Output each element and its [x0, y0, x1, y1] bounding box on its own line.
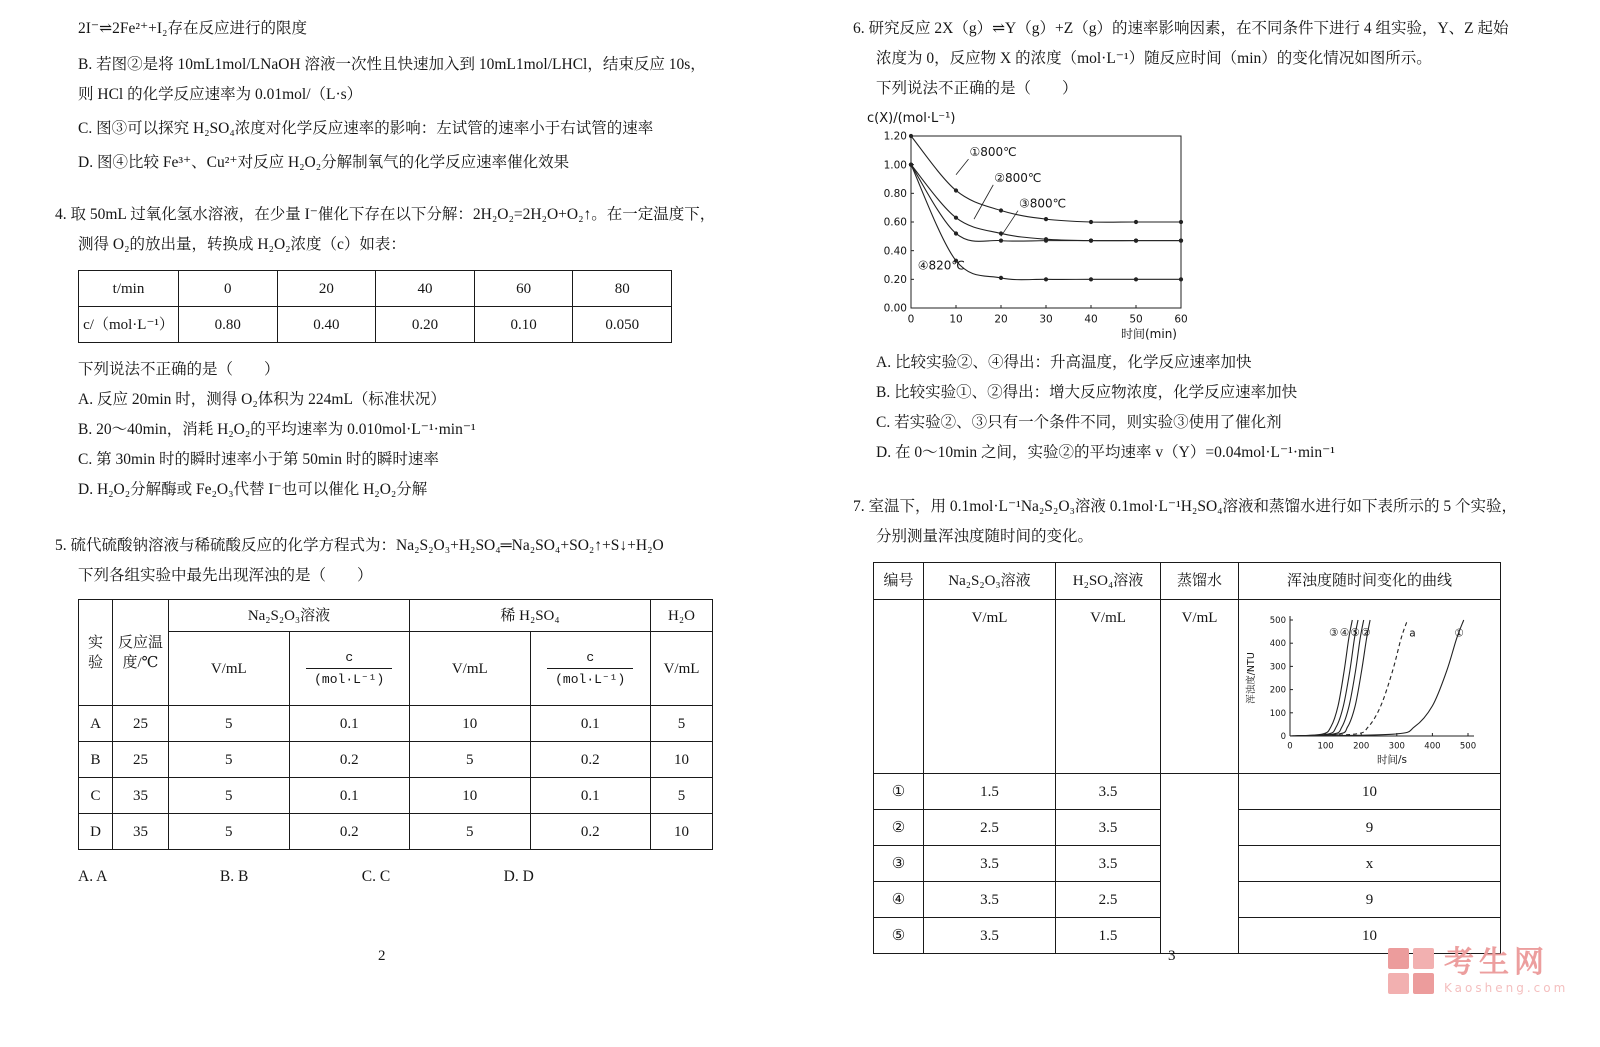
svg-text:500: 500 [1269, 615, 1286, 626]
q5-header-temperature: 反应温度/℃ [113, 600, 169, 706]
cell: 25 [113, 742, 169, 778]
q5-header-concentration [289, 632, 410, 706]
concentration-fraction [547, 650, 633, 687]
cell: 0.1 [530, 706, 651, 742]
empty-cell [874, 600, 924, 774]
q5-header-experiment: 实验 [79, 600, 113, 706]
q7-volume-unit: V/mL [1056, 600, 1161, 774]
svg-text:0.40: 0.40 [883, 245, 907, 258]
table-row [79, 600, 713, 632]
cell: 2.5 [924, 810, 1056, 846]
cell: 25 [113, 706, 169, 742]
option-b: B. 若图②是将 10mL1mol/LNaOH 溶液一次性且快速加入到 10mL1mol/LHCl，结束反应 10s，则 HCl 的化学反应速率为 0.01mol/（L·s） [78, 56, 706, 103]
cell: 0.80 [179, 307, 278, 343]
svg-text:②800℃: ②800℃ [994, 170, 1042, 185]
cell: 40 [376, 271, 475, 307]
svg-text:40: 40 [1084, 313, 1098, 326]
cell: 5 [169, 742, 290, 778]
cell: 35 [113, 778, 169, 814]
svg-text:200: 200 [1353, 741, 1370, 752]
cell: ④ [874, 882, 924, 918]
q5-header-volume: V/mL [169, 632, 290, 706]
svg-text:0: 0 [907, 313, 915, 326]
kaosheng-logo-icon [1388, 948, 1434, 994]
answer-c: C. C [361, 868, 391, 885]
q5-header-acid: 稀 H₂SO₄ [410, 600, 651, 632]
svg-text:10: 10 [949, 313, 963, 326]
cell: 0.2 [530, 814, 651, 850]
cell: ② [874, 810, 924, 846]
q6-option-c: C. 若实验②、③只有一个条件不同，则实验③使用了催化剂 [876, 414, 1282, 431]
logo-square [1388, 973, 1409, 994]
cell: x [1239, 846, 1501, 882]
q6-option-a: A. 比较实验②、④得出：升高温度，化学反应速率加快 [876, 354, 1252, 371]
svg-text:0: 0 [1280, 731, 1286, 742]
cell: D [79, 814, 113, 850]
concentration-fraction [306, 650, 392, 687]
cell: 9 [1239, 810, 1501, 846]
svg-text:20: 20 [994, 313, 1008, 326]
page-number-right: 3 [1168, 948, 1176, 964]
table-row [874, 600, 1501, 774]
cell: 10 [1239, 918, 1501, 954]
answer-d: D. D [503, 868, 534, 885]
q4-option-b: B. 20～40min，消耗 H₂O₂的平均速率为 0.010mol·L⁻¹·min⁻¹ [78, 421, 476, 438]
watermark-text [1444, 946, 1568, 995]
table-row [79, 814, 713, 850]
cell: 2.5 [1056, 882, 1161, 918]
svg-text:60: 60 [1174, 313, 1188, 326]
table-row [874, 774, 1501, 810]
table-row [874, 563, 1501, 600]
q5-header-volume: V/mL [651, 632, 713, 706]
cell: A [79, 706, 113, 742]
cell: 0.2 [289, 814, 410, 850]
watermark-site: Kaosheng.com [1444, 981, 1569, 995]
q7-water-merged-cell [1161, 774, 1239, 954]
fraction-numerator: c [345, 650, 354, 665]
q6-chart-ylabel: c(X)/(mol·L⁻¹) [867, 111, 956, 126]
svg-text:①800℃: ①800℃ [969, 145, 1017, 160]
cell: 10 [410, 778, 531, 814]
q7-header-number: 编号 [874, 563, 924, 600]
q6-stem: 6. 研究反应 2X（g）⇌Y（g）+Z（g）的速率影响因素，在不同条件下进行 4 组实验，Y、Z 起始浓度为 0，反应物 X 的浓度（mol·L⁻¹）随反应时间（min）的变化情况如图所示。 [853, 20, 1509, 67]
q7-turbidity-time-chart [1240, 608, 1498, 772]
q4-data-table [78, 270, 672, 343]
svg-text:1.00: 1.00 [883, 159, 907, 172]
cell: 3.5 [1056, 774, 1161, 810]
q7-volume-unit: V/mL [924, 600, 1056, 774]
cell: 3.5 [924, 918, 1056, 954]
svg-text:③: ③ [1329, 626, 1339, 639]
table-row [79, 778, 713, 814]
option-c: C. 图③可以探究 H₂SO₄浓度对化学反应速率的影响：左试管的速率小于右试管的速率 [78, 120, 654, 137]
svg-text:200: 200 [1269, 685, 1286, 696]
page-2 [55, 14, 720, 892]
q4-option-c: C. 第 30min 时的瞬时速率小于第 50min 时的瞬时速率 [78, 451, 439, 468]
fraction-denominator: (mol·L⁻¹) [306, 668, 392, 687]
cell: 5 [169, 778, 290, 814]
svg-text:0: 0 [1287, 741, 1293, 752]
cell: 0.1 [530, 778, 651, 814]
svg-text:0.80: 0.80 [883, 188, 907, 201]
answer-b: B. B [219, 868, 249, 885]
svg-text:a: a [1409, 627, 1416, 640]
q7-volume-unit: V/mL [1161, 600, 1239, 774]
cell: 5 [651, 778, 713, 814]
svg-text:100: 100 [1317, 741, 1334, 752]
svg-text:②: ② [1361, 626, 1371, 639]
fraction-numerator: c [586, 650, 595, 665]
q7-data-table [873, 562, 1501, 954]
cell: 0.1 [289, 778, 410, 814]
cell: 0 [179, 271, 278, 307]
q6-prompt: 下列说法不正确的是（ ） [876, 80, 1078, 97]
table-row [79, 307, 672, 343]
cell: t/min [79, 271, 179, 307]
cell: 5 [169, 814, 290, 850]
cell: 0.40 [277, 307, 376, 343]
svg-text:③800℃: ③800℃ [1019, 196, 1067, 211]
q7-header-acid: H₂SO₄溶液 [1056, 563, 1161, 600]
svg-text:500: 500 [1459, 741, 1477, 752]
cell: 9 [1239, 882, 1501, 918]
cell: 0.2 [530, 742, 651, 778]
cell: 0.050 [573, 307, 672, 343]
cell: 80 [573, 271, 672, 307]
cell: c/（mol·L⁻¹） [79, 307, 179, 343]
cell: 10 [410, 706, 531, 742]
cell: 10 [1239, 774, 1501, 810]
option-d: D. 图④比较 Fe³⁺、Cu²⁺对反应 H₂O₂分解制氧气的化学反应速率催化效果 [78, 154, 570, 171]
cell: 5 [410, 814, 531, 850]
cell: 5 [410, 742, 531, 778]
q7-header-thiosulfate: Na₂S₂O₃溶液 [924, 563, 1056, 600]
cell: 3.5 [924, 846, 1056, 882]
logo-square [1388, 948, 1409, 969]
cell: 3.5 [924, 882, 1056, 918]
table-row [79, 271, 672, 307]
cell: 20 [277, 271, 376, 307]
watermark-brand: 考生网 [1444, 945, 1549, 980]
cell: 35 [113, 814, 169, 850]
svg-text:0.00: 0.00 [883, 302, 907, 315]
cell: 0.20 [376, 307, 475, 343]
q5-header-volume: V/mL [410, 632, 531, 706]
svg-text:⑤: ⑤ [1350, 626, 1360, 639]
kaosheng-watermark [1388, 946, 1568, 995]
cell: 10 [651, 742, 713, 778]
q4-stem: 4. 取 50mL 过氧化氢水溶液，在少量 I⁻催化下存在以下分解：2H₂O₂=2H₂O+O₂↑。在一定温度下，测得 O₂的放出量，转换成 H₂O₂浓度（c）如表： [55, 206, 716, 253]
q5-prompt: 下列各组实验中最先出现浑浊的是（ ） [78, 567, 373, 584]
q5-stem: 5. 硫代硫酸钠溶液与稀硫酸反应的化学方程式为：Na₂S₂O₃+H₂SO₄═Na₂SO₄+SO₂↑+S↓+H₂O [55, 537, 664, 554]
svg-text:时间(min): 时间(min) [1121, 327, 1177, 341]
q4-prompt: 下列说法不正确的是（ ） [78, 361, 280, 378]
page-3 [853, 14, 1521, 954]
svg-text:④820℃: ④820℃ [917, 258, 965, 273]
table-row [79, 632, 713, 706]
svg-text:300: 300 [1269, 662, 1286, 673]
svg-text:300: 300 [1388, 741, 1405, 752]
q5-header-thiosulfate: Na₂S₂O₃溶液 [169, 600, 410, 632]
svg-text:30: 30 [1039, 313, 1053, 326]
svg-text:100: 100 [1269, 708, 1286, 719]
page-number-left: 2 [378, 948, 386, 964]
q6-option-d: D. 在 0～10min 之间，实验②的平均速率 v（Y）=0.04mol·L⁻¹·min⁻¹ [876, 444, 1335, 461]
cell: 10 [651, 814, 713, 850]
svg-text:1.20: 1.20 [883, 130, 907, 143]
q6-option-b: B. 比较实验①、②得出：增大反应物浓度，化学反应速率加快 [876, 384, 1298, 401]
table-row [79, 706, 713, 742]
logo-square [1413, 973, 1434, 994]
cell: 5 [651, 706, 713, 742]
svg-text:400: 400 [1269, 639, 1286, 650]
q7-header-water: 蒸馏水 [1161, 563, 1239, 600]
svg-text:400: 400 [1424, 741, 1441, 752]
svg-text:时间/s: 时间/s [1376, 754, 1408, 766]
q5-header-concentration [530, 632, 651, 706]
q5-answer-line [55, 862, 720, 892]
cell: 60 [474, 271, 573, 307]
q4-option-a: A. 反应 20min 时，测得 O₂体积为 224mL（标准状况） [78, 391, 446, 408]
cell: ⑤ [874, 918, 924, 954]
fraction-denominator: (mol·L⁻¹) [547, 668, 633, 687]
q7-header-curve: 浑浊度随时间变化的曲线 [1239, 563, 1501, 600]
cell: 3.5 [1056, 846, 1161, 882]
cell: ① [874, 774, 924, 810]
cell: 3.5 [1056, 810, 1161, 846]
q5-data-table [78, 599, 713, 850]
svg-text:0.20: 0.20 [883, 274, 907, 287]
svg-text:④: ④ [1339, 626, 1350, 639]
svg-text:①: ① [1454, 627, 1464, 640]
cell: 1.5 [924, 774, 1056, 810]
cell: 0.2 [289, 742, 410, 778]
cell: C [79, 778, 113, 814]
q7-chart-cell [1239, 600, 1501, 774]
svg-text:浑浊度/NTU: 浑浊度/NTU [1246, 652, 1257, 704]
answer-a: A. A [78, 868, 108, 885]
cell: 5 [169, 706, 290, 742]
q4-option-d: D. H₂O₂分解酶或 Fe₂O₃代替 I⁻也可以催化 H₂O₂分解 [78, 481, 428, 498]
svg-text:50: 50 [1129, 313, 1143, 326]
carryover-line: 2I⁻⇌2Fe²⁺+I₂存在反应进行的限度 [78, 20, 307, 37]
cell: 0.1 [289, 706, 410, 742]
logo-square [1413, 948, 1434, 969]
table-row [79, 742, 713, 778]
cell: 0.10 [474, 307, 573, 343]
q7-stem: 7. 室温下，用 0.1mol·L⁻¹Na₂S₂O₃溶液 0.1mol·L⁻¹H₂SO₄溶液和蒸馏水进行如下表所示的 5 个实验，分别测量浑浊度随时间的变化。 [853, 498, 1518, 545]
q6-concentration-time-chart [867, 128, 1202, 342]
q5-header-water: H₂O [651, 600, 713, 632]
svg-text:0.60: 0.60 [883, 216, 907, 229]
cell: 1.5 [1056, 918, 1161, 954]
cell: B [79, 742, 113, 778]
cell: ③ [874, 846, 924, 882]
